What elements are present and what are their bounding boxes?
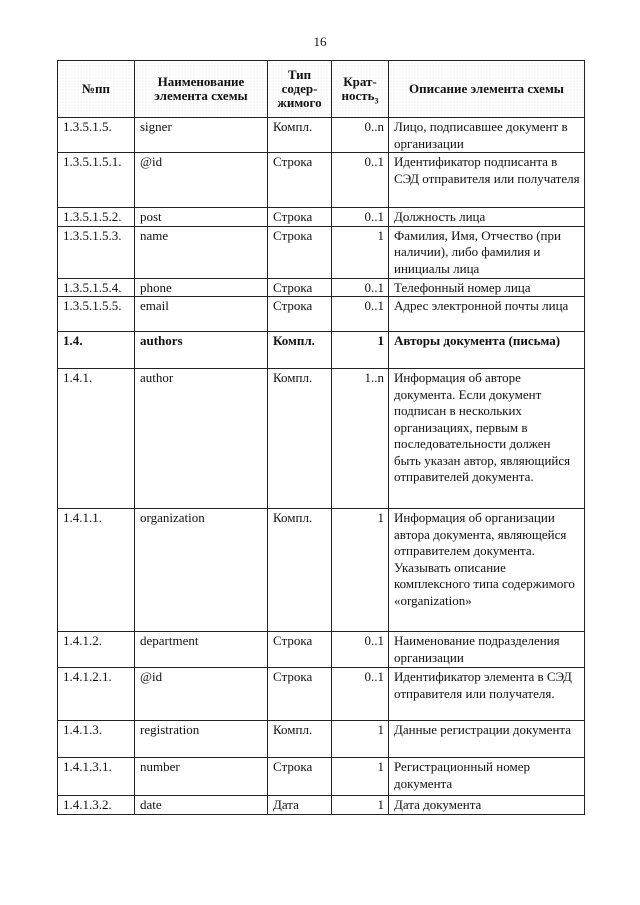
- cell-desc: Дата документа: [389, 796, 585, 815]
- cell-num: 1.4.1.: [58, 369, 135, 509]
- cell-num: 1.3.5.1.5.5.: [58, 297, 135, 332]
- table-row: [58, 369, 585, 509]
- table-row: [58, 297, 585, 332]
- cell-mult: 0..1: [332, 278, 389, 297]
- cell-desc: Лицо, подписавшее документ в организации: [389, 118, 585, 153]
- cell-name: registration: [135, 721, 268, 758]
- cell-type: Строка: [268, 278, 332, 297]
- cell-desc: Наименование подразделения организации: [389, 632, 585, 668]
- cell-type: Компл.: [268, 509, 332, 632]
- cell-type: Строка: [268, 668, 332, 721]
- cell-desc: Информация об организации автора документа, являющейся отправителем документа. Указывать описание комплексного типа содержимого «organization»: [389, 509, 585, 632]
- cell-mult: 0..1: [332, 297, 389, 332]
- cell-name: date: [135, 796, 268, 815]
- cell-mult: 0..1: [332, 632, 389, 668]
- cell-mult: 1: [332, 332, 389, 369]
- cell-type: Компл.: [268, 369, 332, 509]
- cell-mult: 1: [332, 758, 389, 796]
- table-row: [58, 796, 585, 815]
- cell-mult: 1: [332, 509, 389, 632]
- table-row: [58, 668, 585, 721]
- schema-table: [57, 60, 585, 815]
- cell-desc: Должность лица: [389, 208, 585, 227]
- cell-num: 1.3.5.1.5.3.: [58, 226, 135, 278]
- cell-name: department: [135, 632, 268, 668]
- table-row: [58, 632, 585, 668]
- cell-num: 1.4.1.2.1.: [58, 668, 135, 721]
- cell-type: Компл.: [268, 118, 332, 153]
- cell-name: number: [135, 758, 268, 796]
- cell-type: Строка: [268, 297, 332, 332]
- header-mult-footnote: 3: [374, 96, 379, 106]
- cell-name: email: [135, 297, 268, 332]
- cell-type: Строка: [268, 226, 332, 278]
- cell-desc: Регистрационный номер документа: [389, 758, 585, 796]
- header-mult: [332, 61, 389, 118]
- table-row: [58, 758, 585, 796]
- cell-desc: Адрес электронной почты лица: [389, 297, 585, 332]
- cell-num: 1.4.1.1.: [58, 509, 135, 632]
- cell-num: 1.4.1.3.2.: [58, 796, 135, 815]
- cell-num: 1.4.1.3.1.: [58, 758, 135, 796]
- header-mult-label: Крат-ность: [341, 74, 377, 103]
- cell-num: 1.3.5.1.5.: [58, 118, 135, 153]
- cell-desc: Телефонный номер лица: [389, 278, 585, 297]
- cell-name: name: [135, 226, 268, 278]
- cell-name: authors: [135, 332, 268, 369]
- cell-num: 1.3.5.1.5.4.: [58, 278, 135, 297]
- table-row: [58, 118, 585, 153]
- cell-desc: Авторы документа (письма): [389, 332, 585, 369]
- cell-desc: Данные регистрации документа: [389, 721, 585, 758]
- cell-desc: Информация об авторе документа. Если документ подписан в нескольких организациях, первым в последовательности должен быть указан автор, являющийся отправителей документа.: [389, 369, 585, 509]
- cell-desc: Фамилия, Имя, Отчество (при наличии), либо фамилия и инициалы лица: [389, 226, 585, 278]
- header-name: Наименование элемента схемы: [135, 61, 268, 118]
- table-row: [58, 509, 585, 632]
- cell-type: Строка: [268, 758, 332, 796]
- cell-type: Дата: [268, 796, 332, 815]
- cell-type: Компл.: [268, 721, 332, 758]
- cell-mult: 0..1: [332, 668, 389, 721]
- cell-name: @id: [135, 668, 268, 721]
- cell-num: 1.3.5.1.5.2.: [58, 208, 135, 227]
- cell-type: Компл.: [268, 332, 332, 369]
- table-row: [58, 208, 585, 227]
- header-type: Тип содер-жимого: [268, 61, 332, 118]
- table-row: [58, 226, 585, 278]
- cell-type: Строка: [268, 153, 332, 208]
- table-row: [58, 332, 585, 369]
- header-desc: Описание элемента схемы: [389, 61, 585, 118]
- cell-mult: 1: [332, 226, 389, 278]
- cell-desc: Идентификатор подписанта в СЭД отправителя или получателя: [389, 153, 585, 208]
- cell-mult: 0..1: [332, 208, 389, 227]
- cell-desc: Идентификатор элемента в СЭД отправителя или получателя.: [389, 668, 585, 721]
- cell-type: Строка: [268, 208, 332, 227]
- cell-num: 1.4.: [58, 332, 135, 369]
- cell-name: signer: [135, 118, 268, 153]
- page-number: 16: [313, 34, 327, 49]
- header-num: №пп: [58, 61, 135, 118]
- cell-name: phone: [135, 278, 268, 297]
- table-row: [58, 153, 585, 208]
- cell-mult: 1: [332, 796, 389, 815]
- cell-mult: 1: [332, 721, 389, 758]
- table-row: [58, 721, 585, 758]
- cell-mult: 0..n: [332, 118, 389, 153]
- cell-type: Строка: [268, 632, 332, 668]
- cell-num: 1.3.5.1.5.1.: [58, 153, 135, 208]
- cell-num: 1.4.1.3.: [58, 721, 135, 758]
- cell-num: 1.4.1.2.: [58, 632, 135, 668]
- header-row: [58, 61, 585, 118]
- cell-mult: 1..n: [332, 369, 389, 509]
- cell-name: organization: [135, 509, 268, 632]
- table-row: [58, 278, 585, 297]
- cell-mult: 0..1: [332, 153, 389, 208]
- cell-name: @id: [135, 153, 268, 208]
- cell-name: author: [135, 369, 268, 509]
- cell-name: post: [135, 208, 268, 227]
